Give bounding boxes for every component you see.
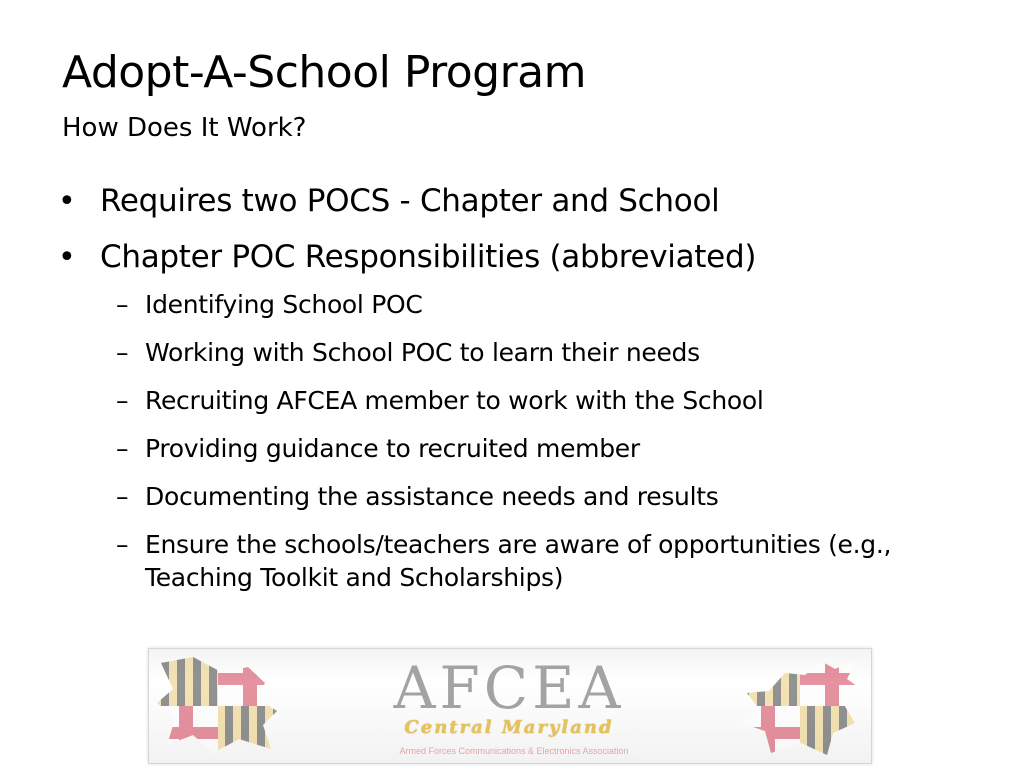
bullet-glyph: • (58, 240, 76, 275)
sub-bullet-item (58, 480, 988, 513)
chapter-name: Central Maryland (404, 717, 614, 738)
dash-glyph: – (116, 434, 129, 463)
bullet-text: Requires two POCS - Chapter and School (100, 183, 720, 219)
sub-bullet-item (58, 432, 988, 465)
bullet-item (58, 182, 988, 221)
dash-glyph: – (116, 290, 129, 319)
slide-body (58, 182, 988, 609)
sub-bullet-text: Ensure the schools/teachers are aware of opportunities (e.g., Teaching Toolkit and Scholarships) (145, 530, 892, 592)
dash-glyph: – (116, 530, 129, 559)
sub-bullet-text: Working with School POC to learn their needs (145, 338, 700, 367)
bullet-glyph: • (58, 184, 76, 219)
sub-bullet-text: Identifying School POC (145, 290, 423, 319)
sub-bullet-text: Providing guidance to recruited member (145, 434, 640, 463)
dash-glyph: – (116, 482, 129, 511)
sub-bullet-text: Documenting the assistance needs and results (145, 482, 719, 511)
maryland-eagle-left-icon (153, 653, 283, 759)
bullet-text: Chapter POC Responsibilities (abbreviated) (100, 239, 757, 275)
dash-glyph: – (116, 386, 129, 415)
association-tagline: Armed Forces Communications & Electronics Association (399, 746, 629, 756)
maryland-eagle-right-icon (735, 653, 865, 759)
sub-bullet-item (58, 528, 988, 594)
sub-bullet-text: Recruiting AFCEA member to work with the School (145, 386, 764, 415)
bullet-item (58, 238, 988, 277)
afcea-logo-text: AFCEA (393, 654, 625, 722)
afcea-banner-logo (148, 648, 872, 764)
sub-bullet-item (58, 384, 988, 417)
slide-title: Adopt-A-School Program (62, 47, 586, 98)
slide-subtitle: How Does It Work? (62, 113, 307, 143)
sub-bullet-item (58, 336, 988, 369)
dash-glyph: – (116, 338, 129, 367)
sub-bullet-item (58, 288, 988, 321)
